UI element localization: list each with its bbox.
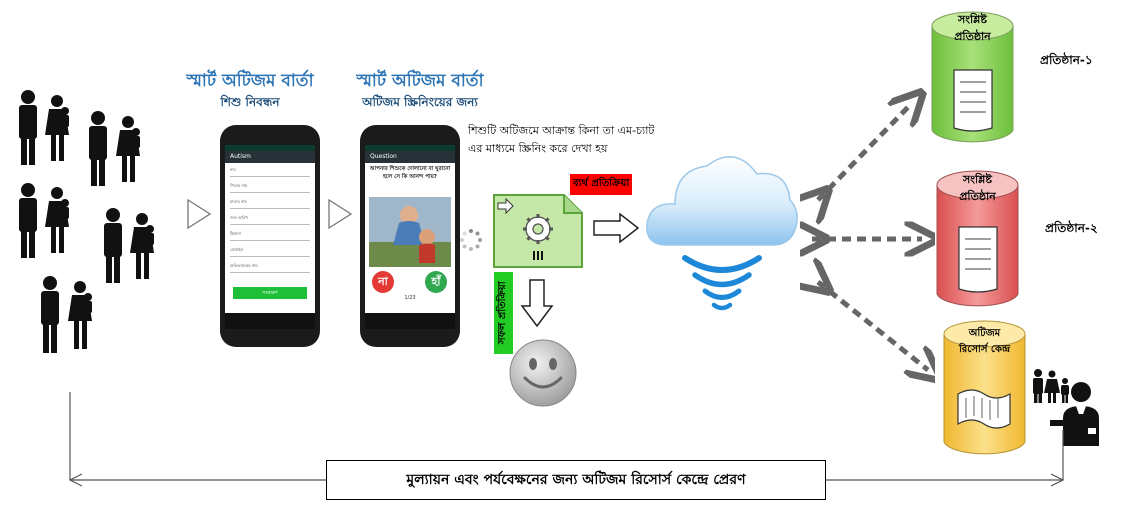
institution-2-label-line2: প্রতিষ্ঠান [959,190,996,203]
form-field[interactable]: ঠিকানা [230,231,310,241]
registration-screen [225,145,315,329]
save-button[interactable]: সংরক্ষণ [233,287,307,299]
arrow-to-resource-center [818,282,928,370]
app2-title: স্মার্ট অটিজম বার্তা [356,71,484,91]
processing-document-icon [492,193,584,269]
resource-center-label-line2: রিসোর্স কেন্দ্র [958,344,1011,355]
nav-bar [225,313,315,329]
question-counter: 1/23 [404,295,416,301]
right-arrow-icon [592,212,640,244]
institution-1-label-line1: সংশ্লিষ্ট [958,13,987,26]
referral-label-box: মুল্যায়ন এবং পর্যবেক্ষনের জন্য অটিজম রিসোর্স কেন্দ্রে প্রেরণ [326,460,826,500]
phone1-appbar: Autism [225,151,315,163]
institution-2-label-line1: সংশ্লিষ্ট [963,173,992,186]
registration-phone [220,125,320,347]
failed-response-label: ব্যর্থ প্রতিক্রিয়া [570,174,632,195]
institution-1-label-line2: প্রতিষ্ঠান [954,30,991,43]
down-arrow-icon [520,278,554,328]
dashed-arrows [800,85,935,385]
institution-1-label: প্রতিষ্ঠান-১ [1040,53,1093,67]
form-field[interactable]: জন্ম তারিখ [230,215,310,225]
form-field[interactable]: অভিভাবকের নাম [230,263,310,273]
screening-caption-line1: শিশুটি অটিজমে আক্রান্ত কিনা তা এম-চ্যাট [468,124,655,137]
app2-subtitle: অটিজম স্ক্রিনিংয়ের জন্য [362,95,478,109]
form-field[interactable]: নাম [230,167,310,177]
form-field[interactable]: পিতার নাম [230,183,310,193]
loading-spinner-icon [459,228,483,252]
success-response-label: সফল প্রতিক্রিয়া [494,272,513,354]
child-photo [369,197,451,267]
form-field[interactable]: মোবাইল [230,247,310,257]
form-field[interactable]: মাতার নাম [230,199,310,209]
screening-phone [360,125,460,347]
app1-subtitle: শিশু নিবন্ধন [220,95,280,109]
institution-2-label: প্রতিষ্ঠান-২ [1045,221,1098,235]
nav-bar [365,313,455,329]
cloud-server-icon [645,140,800,320]
phone2-appbar: Question [365,151,455,163]
screening-caption-line2: এর মাধ্যমে স্ক্রিনিং করে দেখা হয় [468,142,608,155]
families-group-icon [10,85,165,365]
app1-title: স্মার্ট অটিজম বার্তা [186,71,314,91]
question-text: আপনার শিশুকে দোলানো বা ঘুরানো হলে সে কি আনন্দ পায়? [369,166,451,180]
screening-screen [365,145,455,329]
no-button[interactable]: না [372,271,394,293]
arrow-to-institution-1 [818,103,912,200]
yes-button[interactable]: হাঁ [425,271,447,293]
resource-center-label-line1: অটিজম [968,328,1001,339]
triangle-arrow-icon [327,198,353,230]
triangle-arrow-icon [186,198,212,230]
